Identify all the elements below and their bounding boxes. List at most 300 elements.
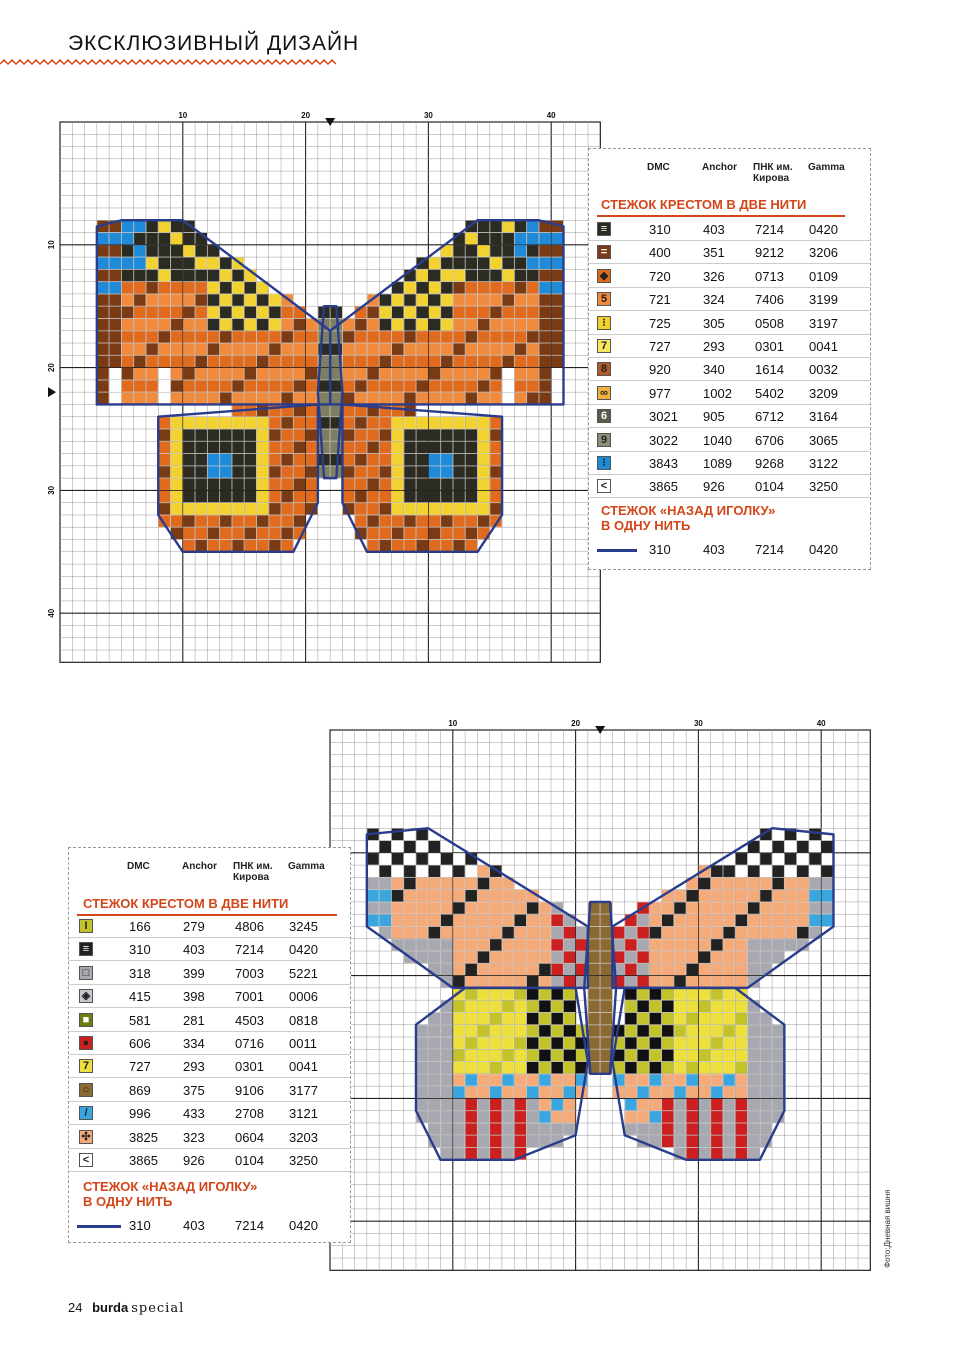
- stitch-cell: [588, 927, 599, 938]
- stitch-cell: [269, 307, 280, 318]
- stitch-cell: [159, 454, 170, 465]
- page-section-title: ЭКСКЛЮЗИВНЫЙ ДИЗАЙН: [68, 32, 360, 55]
- stitch-cell: [674, 976, 685, 987]
- stitch-cell: [183, 307, 194, 318]
- stitch-cell: [552, 233, 563, 244]
- stitch-cell: [392, 878, 403, 889]
- legend-row: [69, 985, 350, 1008]
- stitch-cell: [760, 865, 771, 876]
- stitch-cell: [797, 915, 808, 926]
- stitch-cell: [453, 503, 464, 514]
- stitch-cell: [711, 1099, 722, 1110]
- stitch-cell: [527, 368, 538, 379]
- stitch-cell: [306, 380, 317, 391]
- legend-row: [589, 382, 870, 405]
- stitch-cell: [539, 1111, 550, 1122]
- stitch-cell: [404, 331, 415, 342]
- stitch-cell: [478, 245, 489, 256]
- stitch-cell: [122, 270, 133, 281]
- stitch-cell: [220, 466, 231, 477]
- stitch-cell: [674, 1099, 685, 1110]
- stitch-cell: [490, 331, 501, 342]
- stitch-cell: [466, 479, 477, 490]
- stitch-cell: [564, 1050, 575, 1061]
- stitch-cell: [662, 1025, 673, 1036]
- stitch-cell: [502, 319, 513, 330]
- stitch-cell: [453, 1001, 464, 1012]
- stitch-cell: [429, 442, 440, 453]
- stitch-cell: [146, 233, 157, 244]
- legend-pnk: 0716: [235, 1036, 264, 1051]
- legend-pnk: 4503: [235, 1012, 264, 1028]
- stitch-cell: [466, 270, 477, 281]
- stitch-cell: [97, 343, 108, 354]
- stitch-cell: [674, 1087, 685, 1098]
- stitch-cell: [294, 343, 305, 354]
- stitch-cell: [748, 853, 759, 864]
- legend-row: [589, 335, 870, 358]
- stitch-cell: [674, 1136, 685, 1147]
- stitch-cell: [183, 503, 194, 514]
- stitch-cell: [625, 1025, 636, 1036]
- stitch-cell: [392, 393, 403, 404]
- stitch-cell: [515, 890, 526, 901]
- center-arrow-left: [48, 387, 56, 397]
- stitch-cell: [429, 890, 440, 901]
- stitch-cell: [417, 270, 428, 281]
- stitch-cell: [208, 356, 219, 367]
- stitch-cell: [736, 1050, 747, 1061]
- stitch-cell: [429, 368, 440, 379]
- stitch-cell: [367, 503, 378, 514]
- stitch-cell: [551, 1037, 562, 1048]
- stitch-cell: [466, 429, 477, 440]
- stitch-cell: [110, 233, 121, 244]
- stitch-cell: [723, 1037, 734, 1048]
- stitch-cell: [159, 479, 170, 490]
- stitch-cell: [417, 331, 428, 342]
- stitch-cell: [625, 939, 636, 950]
- stitch-cell: [429, 915, 440, 926]
- stitch-cell: [417, 540, 428, 551]
- stitch-cell: [760, 1087, 771, 1098]
- stitch-cell: [478, 380, 489, 391]
- stitch-cell: [208, 491, 219, 502]
- stitch-cell: [465, 1025, 476, 1036]
- stitch-cell: [466, 245, 477, 256]
- legend-dmc: 166: [129, 919, 151, 934]
- stitch-cell: [478, 1050, 489, 1061]
- legend-anchor: 281: [183, 1012, 205, 1028]
- stitch-cell: [183, 479, 194, 490]
- stitch-cell: [809, 841, 820, 852]
- stitch-cell: [711, 878, 722, 889]
- stitch-cell: [478, 865, 489, 876]
- axis-label-top: 10: [178, 111, 188, 120]
- stitch-cell: [159, 319, 170, 330]
- stitch-cell: [441, 319, 452, 330]
- stitch-cell: [502, 1001, 513, 1012]
- legend-pnk: 9268: [755, 456, 784, 471]
- stitch-cell: [674, 1001, 685, 1012]
- stitch-cell: [502, 221, 513, 232]
- stitch-cell: [748, 1136, 759, 1147]
- stitch-cell: [441, 294, 452, 305]
- stitch-cell: [478, 442, 489, 453]
- stitch-cell: [269, 442, 280, 453]
- stitch-cell: [748, 1062, 759, 1073]
- stitch-cell: [232, 528, 243, 539]
- stitch-cell: [748, 1074, 759, 1085]
- stitch-cell: [404, 368, 415, 379]
- legend-gamma: 3164: [809, 409, 838, 425]
- stitch-cell: [699, 1001, 710, 1012]
- stitch-cell: [441, 282, 452, 293]
- stitch-cell: [134, 221, 145, 232]
- chart1-canvas: [46, 108, 606, 668]
- stitch-cell: [760, 890, 771, 901]
- stitch-cell: [429, 429, 440, 440]
- stitch-cell: [502, 393, 513, 404]
- stitch-cell: [171, 417, 182, 428]
- stitch-cell: [760, 853, 771, 864]
- legend-pnk: 0104: [235, 1153, 264, 1168]
- stitch-cell: [687, 951, 698, 962]
- stitch-cell: [723, 976, 734, 987]
- stitch-cell: [380, 454, 391, 465]
- stitch-cell: [515, 270, 526, 281]
- stitch-cell: [539, 294, 550, 305]
- stitch-cell: [417, 454, 428, 465]
- axis-label-top: 30: [693, 719, 703, 728]
- stitch-cell: [736, 1062, 747, 1073]
- stitch-cell: [220, 393, 231, 404]
- stitch-cell: [453, 915, 464, 926]
- stitch-cell: [466, 417, 477, 428]
- stitch-cell: [490, 1148, 501, 1159]
- stitch-cell: [527, 393, 538, 404]
- stitch-cell: [625, 1037, 636, 1048]
- stitch-cell: [502, 890, 513, 901]
- stitch-cell: [417, 528, 428, 539]
- legend-row: [69, 1009, 350, 1032]
- stitch-cell: [502, 380, 513, 391]
- stitch-cell: [392, 515, 403, 526]
- stitch-cell: [306, 417, 317, 428]
- stitch-cell: [772, 865, 783, 876]
- stitch-cell: [515, 319, 526, 330]
- stitch-cell: [183, 270, 194, 281]
- stitch-cell: [711, 1074, 722, 1085]
- stitch-cell: [797, 841, 808, 852]
- legend-col-dmc: DMC: [647, 162, 670, 173]
- stitch-cell: [171, 270, 182, 281]
- stitch-cell: [650, 964, 661, 975]
- stitch-cell: [404, 479, 415, 490]
- stitch-cell: [208, 503, 219, 514]
- stitch-cell: [392, 540, 403, 551]
- legend-col-gamma: Gamma: [808, 162, 845, 173]
- stitch-cell: [257, 417, 268, 428]
- stitch-cell: [220, 282, 231, 293]
- legend-pnk: 7214: [755, 222, 784, 237]
- stitch-cell: [429, 294, 440, 305]
- stitch-cell: [257, 515, 268, 526]
- stitch-cell: [785, 927, 796, 938]
- stitch-cell: [625, 927, 636, 938]
- stitch-cell: [417, 343, 428, 354]
- stitch-cell: [441, 1037, 452, 1048]
- stitch-cell: [490, 257, 501, 268]
- stitch-cell: [527, 221, 538, 232]
- legend-anchor: 324: [703, 292, 725, 308]
- stitch-cell: [515, 915, 526, 926]
- stitch-cell: [195, 515, 206, 526]
- stitch-cell: [711, 915, 722, 926]
- stitch-cell: [441, 865, 452, 876]
- legend-row: [589, 475, 870, 498]
- stitch-cell: [625, 1123, 636, 1134]
- stitch-cell: [650, 927, 661, 938]
- legend-dmc: 727: [129, 1059, 151, 1075]
- stitch-cell: [110, 282, 121, 293]
- legend-row: [589, 429, 870, 452]
- stitch-cell: [208, 380, 219, 391]
- stitch-cell: [392, 466, 403, 477]
- stitch-cell: [662, 1037, 673, 1048]
- stitch-cell: [785, 915, 796, 926]
- stitch-cell: [711, 1148, 722, 1159]
- stitch-cell: [650, 1013, 661, 1024]
- stitch-cell: [245, 331, 256, 342]
- stitch-cell: [404, 939, 415, 950]
- stitch-cell: [146, 294, 157, 305]
- stitch-cell: [637, 1025, 648, 1036]
- stitch-cell: [588, 988, 599, 999]
- stitch-cell: [392, 294, 403, 305]
- stitch-cell: [490, 988, 501, 999]
- stitch-cell: [417, 307, 428, 318]
- stitch-cell: [736, 1136, 747, 1147]
- stitch-cell: [760, 841, 771, 852]
- stitch-cell: [220, 479, 231, 490]
- legend-row: [69, 1149, 350, 1172]
- stitch-cell: [404, 294, 415, 305]
- stitch-cell: [465, 1074, 476, 1085]
- stitch-cell: [736, 1025, 747, 1036]
- stitch-cell: [711, 939, 722, 950]
- stitch-cell: [785, 902, 796, 913]
- stitch-cell: [687, 1062, 698, 1073]
- stitch-cell: [478, 1111, 489, 1122]
- stitch-cell: [748, 939, 759, 950]
- stitch-cell: [465, 927, 476, 938]
- stitch-cell: [183, 380, 194, 391]
- stitch-cell: [306, 405, 317, 416]
- stitch-cell: [527, 988, 538, 999]
- stitch-cell: [502, 964, 513, 975]
- stitch-cell: [564, 1013, 575, 1024]
- legend-dmc: 400: [649, 245, 671, 261]
- stitch-cell: [355, 466, 366, 477]
- stitch-cell: [232, 343, 243, 354]
- stitch-cell: [478, 1013, 489, 1024]
- legend-anchor: 351: [703, 245, 725, 261]
- stitch-cell: [748, 878, 759, 889]
- stitch-cell: [306, 454, 317, 465]
- stitch-cell: [343, 417, 354, 428]
- stitch-cell: [429, 1050, 440, 1061]
- stitch-cell: [687, 1111, 698, 1122]
- stitch-cell: [367, 841, 378, 852]
- stitch-cell: [711, 1001, 722, 1012]
- stitch-cell: [527, 270, 538, 281]
- stitch-cell: [674, 1013, 685, 1024]
- stitch-cell: [441, 540, 452, 551]
- stitch-cell: [490, 890, 501, 901]
- stitch-cell: [134, 380, 145, 391]
- stitch-cell: [453, 282, 464, 293]
- stitch-cell: [380, 294, 391, 305]
- stitch-cell: [478, 343, 489, 354]
- stitch-cell: [380, 368, 391, 379]
- stitch-cell: [465, 1087, 476, 1098]
- stitch-cell: [453, 380, 464, 391]
- stitch-cell: [772, 951, 783, 962]
- stitch-cell: [306, 442, 317, 453]
- stitch-cell: [687, 1013, 698, 1024]
- stitch-cell: [809, 902, 820, 913]
- stitch-cell: [392, 343, 403, 354]
- stitch-cell: [539, 1050, 550, 1061]
- backstitch-line-swatch: [77, 1225, 121, 1228]
- stitch-cell: [637, 964, 648, 975]
- stitch-cell: [220, 429, 231, 440]
- legend-pnk: 5402: [755, 385, 784, 401]
- stitch-cell: [208, 319, 219, 330]
- stitch-cell: [797, 853, 808, 864]
- stitch-cell: [699, 1025, 710, 1036]
- axis-label-top: 30: [423, 111, 433, 120]
- stitch-cell: [772, 853, 783, 864]
- stitch-cell: [110, 380, 121, 391]
- stitch-cell: [257, 479, 268, 490]
- stitch-cell: [527, 1013, 538, 1024]
- stitch-cell: [355, 368, 366, 379]
- stitch-cell: [736, 939, 747, 950]
- stitch-cell: [232, 454, 243, 465]
- legend-pnk: 9106: [235, 1082, 264, 1098]
- stitch-cell: [564, 1062, 575, 1073]
- stitch-cell: [453, 1099, 464, 1110]
- stitch-cell: [183, 331, 194, 342]
- stitch-cell: [490, 270, 501, 281]
- stitch-cell: [539, 1037, 550, 1048]
- stitch-cell: [699, 1111, 710, 1122]
- stitch-cell: [134, 245, 145, 256]
- stitch-cell: [515, 245, 526, 256]
- stitch-cell: [465, 865, 476, 876]
- stitch-cell: [637, 1087, 648, 1098]
- legend-gamma: 3122: [809, 456, 838, 471]
- stitch-cell: [220, 528, 231, 539]
- stitch-cell: [662, 1062, 673, 1073]
- stitch-cell: [502, 1037, 513, 1048]
- legend-row: [69, 1102, 350, 1125]
- stitch-cell: [355, 417, 366, 428]
- stitch-cell: [429, 951, 440, 962]
- stitch-cell: [417, 368, 428, 379]
- stitch-cell: [687, 1148, 698, 1159]
- stitch-cell: [466, 454, 477, 465]
- stitch-cell: [564, 951, 575, 962]
- stitch-cell: [478, 1025, 489, 1036]
- stitch-cell: [453, 1111, 464, 1122]
- stitch-cell: [367, 865, 378, 876]
- stitch-cell: [97, 307, 108, 318]
- stitch-cell: [146, 380, 157, 391]
- cross-stitch-chart-orange-butterfly: [46, 108, 606, 668]
- legend-col-dmc: DMC: [127, 861, 150, 872]
- stitch-cell: [466, 466, 477, 477]
- stitch-cell: [625, 1001, 636, 1012]
- stitch-cell: [723, 865, 734, 876]
- stitch-cell: [674, 890, 685, 901]
- stitch-cell: [687, 976, 698, 987]
- stitch-cell: [245, 319, 256, 330]
- legend-symbol-swatch: ■: [79, 1013, 93, 1027]
- stitch-cell: [429, 927, 440, 938]
- stitch-cell: [515, 257, 526, 268]
- legend-pnk: 7003: [235, 965, 264, 981]
- stitch-cell: [122, 245, 133, 256]
- stitch-cell: [625, 1087, 636, 1098]
- stitch-cell: [97, 257, 108, 268]
- stitch-cell: [625, 1074, 636, 1085]
- stitch-cell: [220, 257, 231, 268]
- stitch-cell: [380, 515, 391, 526]
- stitch-cell: [159, 282, 170, 293]
- stitch-cell: [637, 1123, 648, 1134]
- stitch-cell: [674, 1037, 685, 1048]
- stitch-cell: [748, 1025, 759, 1036]
- stitch-cell: [515, 1050, 526, 1061]
- stitch-cell: [97, 356, 108, 367]
- legend-gamma: 0420: [289, 942, 318, 958]
- stitch-cell: [453, 1037, 464, 1048]
- stitch-cell: [232, 307, 243, 318]
- stitch-cell: [208, 515, 219, 526]
- legend-symbol-swatch: ⁝: [597, 316, 611, 330]
- stitch-cell: [674, 964, 685, 975]
- stitch-cell: [490, 491, 501, 502]
- stitch-cell: [822, 902, 833, 913]
- stitch-cell: [269, 393, 280, 404]
- stitch-cell: [502, 356, 513, 367]
- legend-anchor: 399: [183, 965, 205, 981]
- stitch-cell: [441, 380, 452, 391]
- stitch-cell: [637, 976, 648, 987]
- stitch-cell: [515, 1087, 526, 1098]
- stitch-cell: [195, 540, 206, 551]
- stitch-cell: [159, 356, 170, 367]
- stitch-cell: [539, 257, 550, 268]
- stitch-cell: [650, 902, 661, 913]
- stitch-cell: [515, 393, 526, 404]
- stitch-cell: [502, 927, 513, 938]
- stitch-cell: [208, 282, 219, 293]
- stitch-cell: [110, 356, 121, 367]
